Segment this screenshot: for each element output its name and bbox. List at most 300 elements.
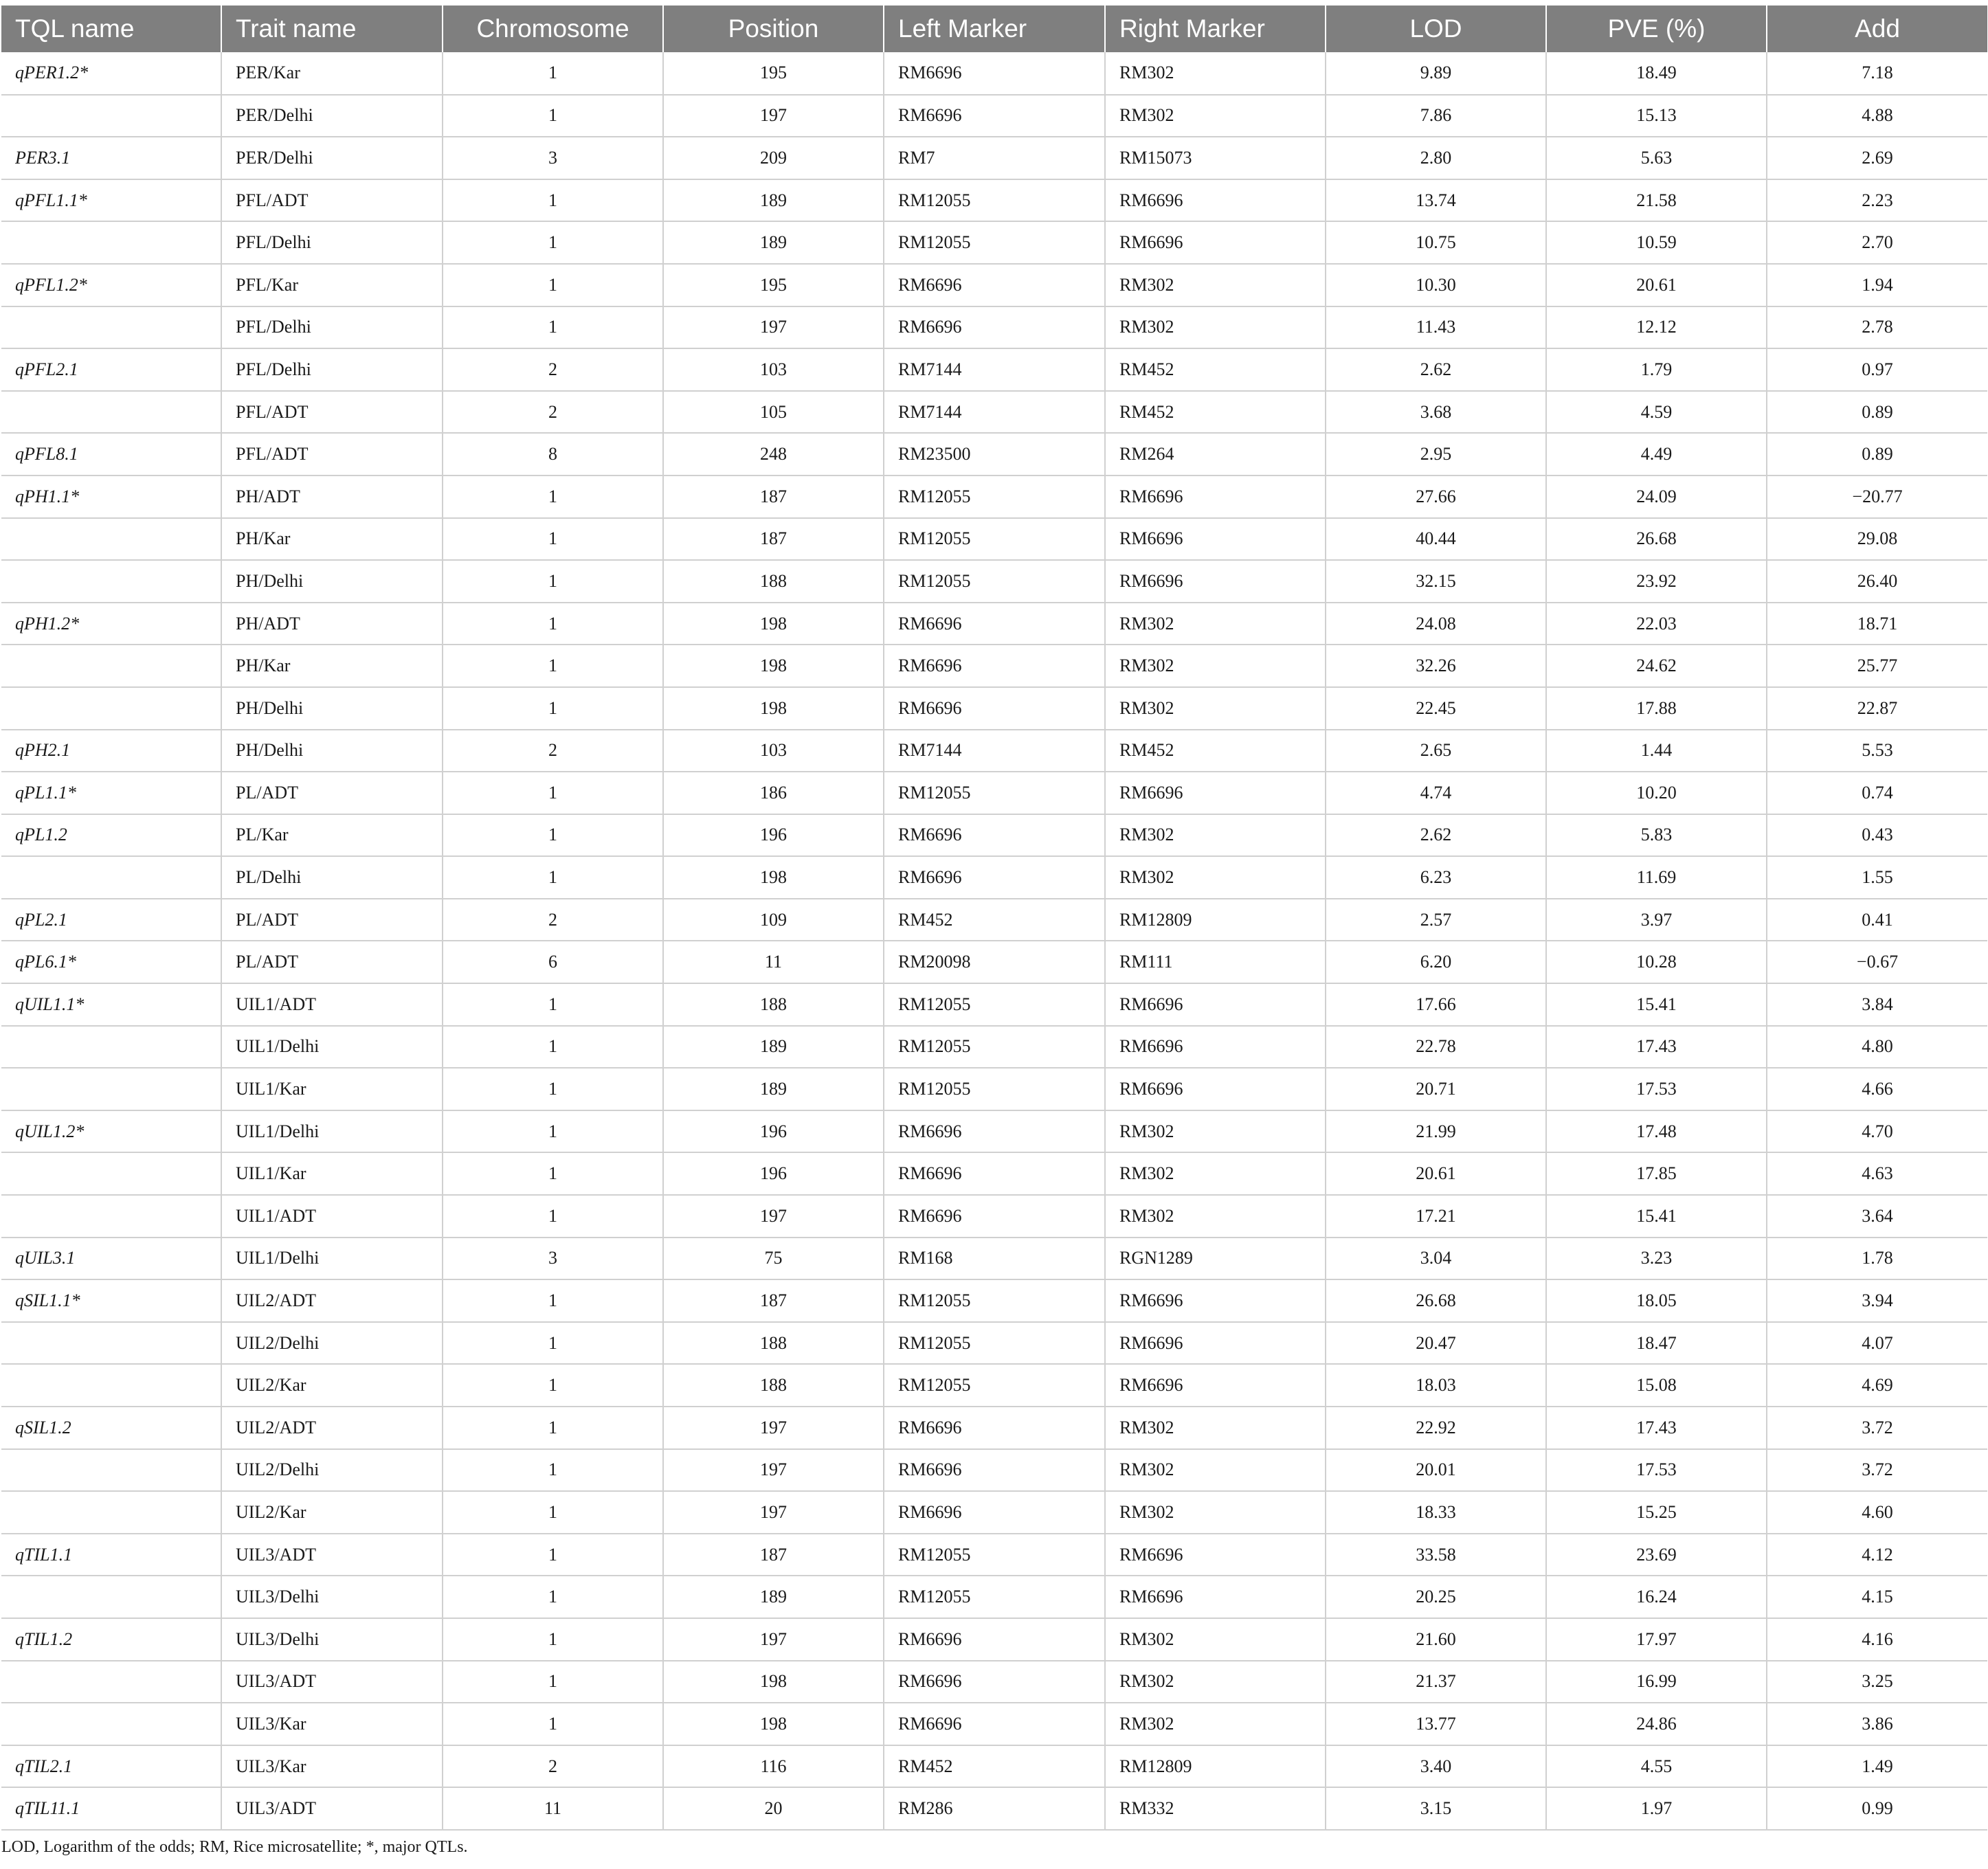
cell-position: 198	[663, 856, 884, 899]
table-row	[1, 1703, 1987, 1745]
cell-chromosome: 1	[443, 518, 663, 561]
cell-right-marker: RM452	[1105, 730, 1326, 772]
cell-right-marker: RM302	[1105, 52, 1326, 95]
cell-chromosome: 6	[443, 941, 663, 983]
cell-position: 188	[663, 1364, 884, 1407]
cell-left-marker: RM286	[884, 1787, 1105, 1830]
cell-left-marker: RM6696	[884, 1449, 1105, 1492]
cell-trait-name: UIL1/ADT	[221, 983, 443, 1026]
cell-lod: 13.77	[1326, 1703, 1546, 1745]
table-row	[1, 645, 1987, 687]
cell-pve: 10.28	[1546, 941, 1767, 983]
cell-chromosome: 1	[443, 645, 663, 687]
cell-pve: 5.83	[1546, 814, 1767, 857]
cell-lod: 18.33	[1326, 1491, 1546, 1534]
cell-add: 4.63	[1767, 1152, 1987, 1195]
cell-pve: 24.62	[1546, 645, 1767, 687]
cell-left-marker: RM6696	[884, 1152, 1105, 1195]
table-row	[1, 772, 1987, 814]
cell-tql-name	[1, 645, 221, 687]
cell-right-marker: RM6696	[1105, 221, 1326, 264]
table-row	[1, 899, 1987, 941]
cell-lod: 2.62	[1326, 348, 1546, 391]
cell-right-marker: RM264	[1105, 433, 1326, 475]
cell-right-marker: RM6696	[1105, 1322, 1326, 1365]
cell-position: 189	[663, 1576, 884, 1618]
table-row	[1, 1618, 1987, 1661]
cell-chromosome: 2	[443, 730, 663, 772]
cell-trait-name: PFL/ADT	[221, 433, 443, 475]
cell-tql-name: qTIL11.1	[1, 1787, 221, 1830]
cell-pve: 1.44	[1546, 730, 1767, 772]
table-row	[1, 1576, 1987, 1618]
table-row	[1, 560, 1987, 603]
cell-position: 187	[663, 518, 884, 561]
table-row	[1, 475, 1987, 518]
cell-add: 1.78	[1767, 1238, 1987, 1280]
cell-add: 0.99	[1767, 1787, 1987, 1830]
cell-chromosome: 1	[443, 1576, 663, 1618]
cell-add: 3.86	[1767, 1703, 1987, 1745]
table-row	[1, 941, 1987, 983]
cell-chromosome: 2	[443, 899, 663, 941]
cell-pve: 17.85	[1546, 1152, 1767, 1195]
cell-trait-name: UIL1/Kar	[221, 1068, 443, 1110]
cell-pve: 11.69	[1546, 856, 1767, 899]
cell-add: 3.72	[1767, 1407, 1987, 1449]
cell-pve: 17.97	[1546, 1618, 1767, 1661]
cell-position: 196	[663, 1110, 884, 1153]
cell-pve: 23.92	[1546, 560, 1767, 603]
cell-chromosome: 1	[443, 1407, 663, 1449]
cell-left-marker: RM6696	[884, 1110, 1105, 1153]
table-row	[1, 306, 1987, 349]
cell-chromosome: 1	[443, 1152, 663, 1195]
cell-tql-name	[1, 1576, 221, 1618]
cell-right-marker: RM15073	[1105, 137, 1326, 179]
table-footnote: LOD, Logarithm of the odds; RM, Rice microsatellite; *, major QTLs.	[1, 1838, 468, 1856]
cell-position: 197	[663, 95, 884, 137]
cell-chromosome: 2	[443, 348, 663, 391]
cell-tql-name: qPFL8.1	[1, 433, 221, 475]
cell-add: −0.67	[1767, 941, 1987, 983]
cell-position: 75	[663, 1238, 884, 1280]
cell-position: 197	[663, 1407, 884, 1449]
cell-chromosome: 1	[443, 1703, 663, 1745]
cell-trait-name: PH/Delhi	[221, 730, 443, 772]
header-right-marker: Right Marker	[1105, 5, 1326, 52]
cell-tql-name	[1, 306, 221, 349]
cell-lod: 20.47	[1326, 1322, 1546, 1365]
cell-add: 4.60	[1767, 1491, 1987, 1534]
cell-lod: 17.21	[1326, 1195, 1546, 1238]
cell-tql-name	[1, 518, 221, 561]
cell-lod: 24.08	[1326, 603, 1546, 645]
cell-left-marker: RM20098	[884, 941, 1105, 983]
cell-pve: 24.09	[1546, 475, 1767, 518]
cell-pve: 15.13	[1546, 95, 1767, 137]
cell-left-marker: RM6696	[884, 687, 1105, 730]
cell-trait-name: UIL1/Delhi	[221, 1110, 443, 1153]
table-row	[1, 137, 1987, 179]
cell-pve: 15.08	[1546, 1364, 1767, 1407]
cell-pve: 17.48	[1546, 1110, 1767, 1153]
cell-position: 11	[663, 941, 884, 983]
cell-trait-name: PL/ADT	[221, 772, 443, 814]
cell-tql-name	[1, 1322, 221, 1365]
cell-pve: 4.59	[1546, 391, 1767, 434]
cell-chromosome: 1	[443, 772, 663, 814]
cell-add: 3.94	[1767, 1279, 1987, 1322]
cell-trait-name: UIL2/Delhi	[221, 1449, 443, 1492]
cell-chromosome: 1	[443, 1279, 663, 1322]
cell-right-marker: RM6696	[1105, 1279, 1326, 1322]
cell-add: 29.08	[1767, 518, 1987, 561]
cell-position: 103	[663, 348, 884, 391]
cell-lod: 3.04	[1326, 1238, 1546, 1280]
cell-add: 1.94	[1767, 264, 1987, 306]
cell-left-marker: RM452	[884, 899, 1105, 941]
header-tql-name: TQL name	[1, 5, 221, 52]
cell-trait-name: PL/ADT	[221, 941, 443, 983]
cell-tql-name: qPL1.1*	[1, 772, 221, 814]
cell-chromosome: 3	[443, 137, 663, 179]
cell-right-marker: RM302	[1105, 1703, 1326, 1745]
cell-chromosome: 1	[443, 1618, 663, 1661]
cell-lod: 2.95	[1326, 433, 1546, 475]
cell-left-marker: RM23500	[884, 433, 1105, 475]
cell-tql-name: qTIL1.2	[1, 1618, 221, 1661]
cell-lod: 3.40	[1326, 1745, 1546, 1788]
cell-left-marker: RM168	[884, 1238, 1105, 1280]
table-row	[1, 1661, 1987, 1703]
cell-trait-name: PH/Delhi	[221, 687, 443, 730]
cell-add: 0.43	[1767, 814, 1987, 857]
cell-add: 2.69	[1767, 137, 1987, 179]
table-row	[1, 1491, 1987, 1534]
cell-chromosome: 1	[443, 179, 663, 222]
cell-position: 188	[663, 1322, 884, 1365]
cell-lod: 22.92	[1326, 1407, 1546, 1449]
header-trait-name: Trait name	[221, 5, 443, 52]
table-row	[1, 1787, 1987, 1830]
cell-position: 116	[663, 1745, 884, 1788]
cell-right-marker: RM6696	[1105, 1068, 1326, 1110]
cell-trait-name: UIL1/Delhi	[221, 1026, 443, 1068]
cell-left-marker: RM7144	[884, 730, 1105, 772]
table-row	[1, 1449, 1987, 1492]
table-row	[1, 221, 1987, 264]
header-left-marker: Left Marker	[884, 5, 1105, 52]
cell-chromosome: 1	[443, 560, 663, 603]
cell-right-marker: RM452	[1105, 348, 1326, 391]
cell-tql-name: qPL1.2	[1, 814, 221, 857]
cell-left-marker: RM12055	[884, 475, 1105, 518]
cell-tql-name	[1, 221, 221, 264]
table-row	[1, 1407, 1987, 1449]
cell-right-marker: RM6696	[1105, 179, 1326, 222]
cell-trait-name: PL/ADT	[221, 899, 443, 941]
cell-lod: 32.26	[1326, 645, 1546, 687]
cell-chromosome: 1	[443, 603, 663, 645]
cell-chromosome: 1	[443, 1534, 663, 1576]
cell-add: 0.89	[1767, 433, 1987, 475]
cell-chromosome: 1	[443, 1364, 663, 1407]
cell-position: 189	[663, 179, 884, 222]
cell-position: 209	[663, 137, 884, 179]
cell-left-marker: RM6696	[884, 1491, 1105, 1534]
cell-position: 198	[663, 1661, 884, 1703]
cell-pve: 17.43	[1546, 1026, 1767, 1068]
table-row	[1, 983, 1987, 1026]
cell-position: 248	[663, 433, 884, 475]
cell-right-marker: RM302	[1105, 687, 1326, 730]
cell-chromosome: 1	[443, 221, 663, 264]
cell-trait-name: PH/ADT	[221, 475, 443, 518]
cell-pve: 17.53	[1546, 1449, 1767, 1492]
cell-chromosome: 2	[443, 391, 663, 434]
cell-pve: 18.49	[1546, 52, 1767, 95]
cell-left-marker: RM6696	[884, 95, 1105, 137]
cell-lod: 10.30	[1326, 264, 1546, 306]
cell-right-marker: RM302	[1105, 306, 1326, 349]
cell-pve: 22.03	[1546, 603, 1767, 645]
cell-add: 0.89	[1767, 391, 1987, 434]
cell-tql-name: qPFL1.1*	[1, 179, 221, 222]
cell-add: 2.78	[1767, 306, 1987, 349]
cell-lod: 2.57	[1326, 899, 1546, 941]
qtl-table	[1, 5, 1987, 1831]
cell-right-marker: RM6696	[1105, 560, 1326, 603]
cell-left-marker: RM12055	[884, 983, 1105, 1026]
cell-trait-name: PL/Delhi	[221, 856, 443, 899]
cell-add: 0.41	[1767, 899, 1987, 941]
cell-position: 103	[663, 730, 884, 772]
cell-right-marker: RM6696	[1105, 772, 1326, 814]
cell-position: 197	[663, 1195, 884, 1238]
cell-pve: 1.97	[1546, 1787, 1767, 1830]
cell-tql-name: qPFL2.1	[1, 348, 221, 391]
cell-position: 195	[663, 264, 884, 306]
table-row	[1, 433, 1987, 475]
cell-pve: 10.20	[1546, 772, 1767, 814]
table-row	[1, 391, 1987, 434]
cell-tql-name: qSIL1.1*	[1, 1279, 221, 1322]
cell-add: 5.53	[1767, 730, 1987, 772]
cell-trait-name: UIL2/Kar	[221, 1491, 443, 1534]
cell-add: 0.74	[1767, 772, 1987, 814]
cell-chromosome: 1	[443, 1068, 663, 1110]
cell-position: 189	[663, 1026, 884, 1068]
cell-tql-name	[1, 1703, 221, 1745]
cell-position: 196	[663, 1152, 884, 1195]
cell-lod: 22.78	[1326, 1026, 1546, 1068]
cell-add: 4.16	[1767, 1618, 1987, 1661]
cell-tql-name: qPER1.2*	[1, 52, 221, 95]
cell-lod: 6.20	[1326, 941, 1546, 983]
cell-chromosome: 1	[443, 1322, 663, 1365]
cell-lod: 2.65	[1326, 730, 1546, 772]
cell-trait-name: PH/Kar	[221, 645, 443, 687]
cell-right-marker: RM302	[1105, 1195, 1326, 1238]
cell-right-marker: RM111	[1105, 941, 1326, 983]
cell-lod: 20.61	[1326, 1152, 1546, 1195]
cell-chromosome: 1	[443, 814, 663, 857]
table-row	[1, 1152, 1987, 1195]
cell-tql-name: qPL2.1	[1, 899, 221, 941]
cell-lod: 3.68	[1326, 391, 1546, 434]
cell-trait-name: PH/Delhi	[221, 560, 443, 603]
cell-add: 7.18	[1767, 52, 1987, 95]
cell-add: 25.77	[1767, 645, 1987, 687]
cell-lod: 7.86	[1326, 95, 1546, 137]
cell-tql-name	[1, 1152, 221, 1195]
cell-left-marker: RM7144	[884, 391, 1105, 434]
cell-chromosome: 1	[443, 687, 663, 730]
cell-right-marker: RM12809	[1105, 1745, 1326, 1788]
cell-lod: 9.89	[1326, 52, 1546, 95]
cell-right-marker: RM302	[1105, 645, 1326, 687]
cell-position: 197	[663, 1491, 884, 1534]
cell-trait-name: PL/Kar	[221, 814, 443, 857]
cell-left-marker: RM7	[884, 137, 1105, 179]
cell-tql-name	[1, 1449, 221, 1492]
cell-right-marker: RM452	[1105, 391, 1326, 434]
table-row	[1, 95, 1987, 137]
cell-add: 4.15	[1767, 1576, 1987, 1618]
cell-tql-name: qPL6.1*	[1, 941, 221, 983]
cell-trait-name: UIL2/Delhi	[221, 1322, 443, 1365]
cell-left-marker: RM12055	[884, 179, 1105, 222]
cell-pve: 18.47	[1546, 1322, 1767, 1365]
cell-chromosome: 1	[443, 1110, 663, 1153]
cell-chromosome: 1	[443, 1026, 663, 1068]
cell-tql-name	[1, 391, 221, 434]
cell-left-marker: RM6696	[884, 264, 1105, 306]
header-pve: PVE (%)	[1546, 5, 1767, 52]
table-row	[1, 348, 1987, 391]
cell-left-marker: RM6696	[884, 645, 1105, 687]
cell-trait-name: PH/Kar	[221, 518, 443, 561]
cell-position: 195	[663, 52, 884, 95]
cell-position: 109	[663, 899, 884, 941]
cell-tql-name: qTIL2.1	[1, 1745, 221, 1788]
table-row	[1, 1364, 1987, 1407]
cell-position: 189	[663, 1068, 884, 1110]
cell-add: 3.72	[1767, 1449, 1987, 1492]
cell-pve: 4.55	[1546, 1745, 1767, 1788]
cell-trait-name: PFL/ADT	[221, 179, 443, 222]
cell-right-marker: RM302	[1105, 603, 1326, 645]
cell-trait-name: UIL3/Kar	[221, 1703, 443, 1745]
cell-left-marker: RM12055	[884, 518, 1105, 561]
cell-trait-name: PH/ADT	[221, 603, 443, 645]
cell-trait-name: UIL3/ADT	[221, 1661, 443, 1703]
cell-trait-name: PFL/Delhi	[221, 221, 443, 264]
cell-add: 22.87	[1767, 687, 1987, 730]
cell-left-marker: RM6696	[884, 1703, 1105, 1745]
cell-pve: 21.58	[1546, 179, 1767, 222]
cell-pve: 15.41	[1546, 983, 1767, 1026]
cell-position: 187	[663, 1534, 884, 1576]
cell-right-marker: RM302	[1105, 1407, 1326, 1449]
table-row	[1, 1322, 1987, 1365]
cell-position: 20	[663, 1787, 884, 1830]
table-row	[1, 52, 1987, 95]
cell-chromosome: 1	[443, 475, 663, 518]
cell-right-marker: RM302	[1105, 1618, 1326, 1661]
cell-add: 4.88	[1767, 95, 1987, 137]
cell-right-marker: RM6696	[1105, 518, 1326, 561]
cell-add: 4.80	[1767, 1026, 1987, 1068]
cell-left-marker: RM12055	[884, 1026, 1105, 1068]
cell-trait-name: UIL3/Delhi	[221, 1576, 443, 1618]
cell-right-marker: RM6696	[1105, 1576, 1326, 1618]
cell-position: 198	[663, 1703, 884, 1745]
cell-chromosome: 11	[443, 1787, 663, 1830]
table-row	[1, 179, 1987, 222]
cell-tql-name	[1, 856, 221, 899]
cell-lod: 11.43	[1326, 306, 1546, 349]
cell-left-marker: RM12055	[884, 1279, 1105, 1322]
cell-position: 186	[663, 772, 884, 814]
cell-lod: 4.74	[1326, 772, 1546, 814]
cell-pve: 4.49	[1546, 433, 1767, 475]
cell-lod: 20.25	[1326, 1576, 1546, 1618]
cell-chromosome: 1	[443, 1661, 663, 1703]
cell-left-marker: RM6696	[884, 52, 1105, 95]
cell-position: 189	[663, 221, 884, 264]
header-lod: LOD	[1326, 5, 1546, 52]
cell-trait-name: UIL3/ADT	[221, 1787, 443, 1830]
table-row	[1, 603, 1987, 645]
header-add: Add	[1767, 5, 1987, 52]
cell-lod: 21.99	[1326, 1110, 1546, 1153]
cell-trait-name: PFL/Delhi	[221, 306, 443, 349]
cell-position: 196	[663, 814, 884, 857]
cell-chromosome: 1	[443, 856, 663, 899]
cell-trait-name: PER/Delhi	[221, 137, 443, 179]
cell-lod: 18.03	[1326, 1364, 1546, 1407]
cell-lod: 26.68	[1326, 1279, 1546, 1322]
table-row	[1, 687, 1987, 730]
table-row	[1, 1110, 1987, 1153]
cell-add: 2.70	[1767, 221, 1987, 264]
cell-chromosome: 1	[443, 306, 663, 349]
cell-position: 197	[663, 306, 884, 349]
cell-lod: 20.01	[1326, 1449, 1546, 1492]
cell-add: 1.55	[1767, 856, 1987, 899]
cell-tql-name	[1, 1661, 221, 1703]
cell-chromosome: 1	[443, 1195, 663, 1238]
cell-trait-name: UIL2/ADT	[221, 1407, 443, 1449]
cell-pve: 17.53	[1546, 1068, 1767, 1110]
cell-tql-name: qPH2.1	[1, 730, 221, 772]
cell-pve: 12.12	[1546, 306, 1767, 349]
cell-position: 187	[663, 475, 884, 518]
cell-position: 198	[663, 645, 884, 687]
cell-trait-name: PFL/Kar	[221, 264, 443, 306]
cell-chromosome: 1	[443, 95, 663, 137]
cell-position: 198	[663, 603, 884, 645]
cell-lod: 2.62	[1326, 814, 1546, 857]
cell-right-marker: RM302	[1105, 264, 1326, 306]
cell-left-marker: RM12055	[884, 772, 1105, 814]
cell-pve: 26.68	[1546, 518, 1767, 561]
table-row	[1, 1026, 1987, 1068]
cell-add: 26.40	[1767, 560, 1987, 603]
cell-lod: 10.75	[1326, 221, 1546, 264]
